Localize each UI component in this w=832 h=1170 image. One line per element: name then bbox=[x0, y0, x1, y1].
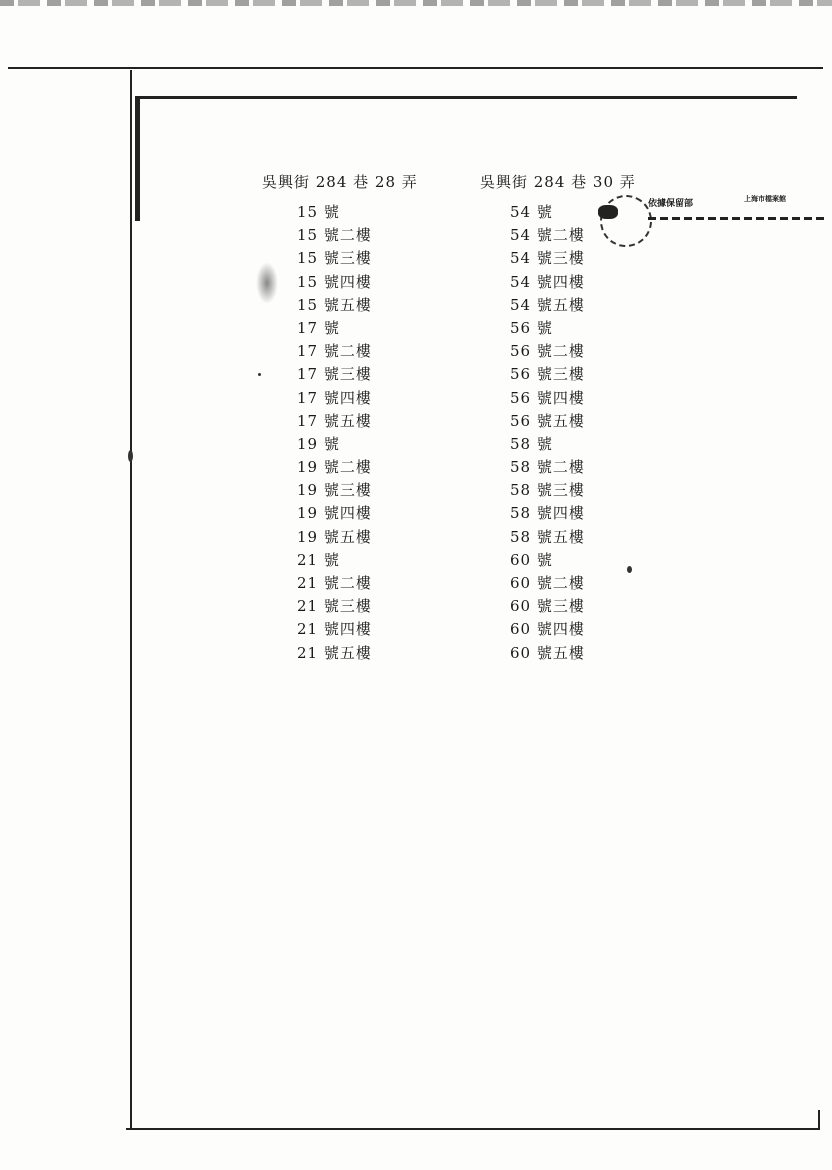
left-address-entry: 19 號二樓 bbox=[297, 458, 372, 477]
right-address-entry: 54 號二樓 bbox=[510, 226, 585, 245]
left-column-header: 吳興街 284 巷 28 弄 bbox=[262, 173, 418, 191]
right-address-entry: 60 號 bbox=[510, 550, 553, 569]
left-address-entry: 15 號四樓 bbox=[297, 272, 372, 291]
right-address-entry: 54 號五樓 bbox=[510, 295, 585, 314]
corner-stamp-text-2: 上海市檔案館 bbox=[744, 194, 786, 203]
left-address-entry: 15 號二樓 bbox=[297, 226, 372, 245]
corner-stamp-text-1: 依據保留部 bbox=[648, 199, 694, 209]
left-address-entry: 17 號 bbox=[297, 318, 340, 337]
left-address-entry: 21 號 bbox=[297, 550, 340, 569]
left-address-entry: 19 號五樓 bbox=[297, 527, 372, 546]
left-address-entry: 21 號二樓 bbox=[297, 574, 372, 592]
page-right-border bbox=[818, 1110, 820, 1130]
right-address-entry: 58 號五樓 bbox=[510, 527, 585, 546]
right-address-entry: 54 號四樓 bbox=[510, 272, 585, 291]
right-address-entry: 56 號五樓 bbox=[510, 411, 585, 430]
right-address-entry: 60 號五樓 bbox=[510, 643, 585, 662]
left-address-list bbox=[297, 201, 372, 665]
left-address-entry: 19 號三樓 bbox=[297, 481, 372, 500]
right-address-entry: 58 號 bbox=[510, 434, 553, 453]
right-address-entry: 60 號四樓 bbox=[510, 620, 585, 639]
right-address-list bbox=[510, 201, 585, 665]
scan-edge-noise bbox=[0, 0, 832, 6]
left-address-entry: 17 號三樓 bbox=[297, 365, 372, 384]
left-address-entry: 17 號四樓 bbox=[297, 388, 372, 407]
right-address-entry: 58 號三樓 bbox=[510, 481, 585, 500]
right-address-entry: 58 號二樓 bbox=[510, 458, 585, 477]
right-address-entry: 56 號四樓 bbox=[510, 388, 585, 407]
page-left-border-thick bbox=[135, 96, 140, 221]
left-address-entry: 21 號五樓 bbox=[297, 643, 372, 662]
left-address-entry: 15 號五樓 bbox=[297, 295, 372, 314]
corner-stamp-rule bbox=[648, 217, 824, 220]
left-address-entry: 21 號三樓 bbox=[297, 597, 372, 616]
ink-speck bbox=[258, 373, 261, 376]
page-left-border bbox=[130, 70, 132, 1130]
left-address-entry: 17 號五樓 bbox=[297, 411, 372, 430]
right-address-entry: 54 號三樓 bbox=[510, 249, 585, 268]
left-address-entry: 19 號四樓 bbox=[297, 504, 372, 523]
ink-speck bbox=[128, 450, 133, 462]
left-address-entry: 19 號 bbox=[297, 434, 340, 453]
ink-speck bbox=[627, 566, 632, 573]
right-address-entry: 56 號二樓 bbox=[510, 342, 585, 361]
left-address-entry: 15 號 bbox=[297, 203, 340, 221]
right-address-entry: 56 號三樓 bbox=[510, 365, 585, 384]
right-address-entry: 58 號四樓 bbox=[510, 504, 585, 523]
left-address-entry: 21 號四樓 bbox=[297, 620, 372, 639]
right-address-entry: 54 號 bbox=[510, 203, 553, 221]
page-bottom-border bbox=[126, 1128, 820, 1130]
seal-ink-mark bbox=[598, 205, 618, 219]
left-address-entry: 15 號三樓 bbox=[297, 249, 372, 268]
ink-smudge bbox=[256, 262, 278, 304]
left-address-entry: 17 號二樓 bbox=[297, 342, 372, 361]
right-address-entry: 56 號 bbox=[510, 318, 553, 337]
right-address-entry: 60 號二樓 bbox=[510, 574, 585, 592]
page-top-border-inner bbox=[137, 96, 797, 99]
right-column-header: 吳興街 284 巷 30 弄 bbox=[480, 173, 636, 191]
right-address-entry: 60 號三樓 bbox=[510, 597, 585, 616]
page-top-border-outer bbox=[8, 67, 823, 69]
